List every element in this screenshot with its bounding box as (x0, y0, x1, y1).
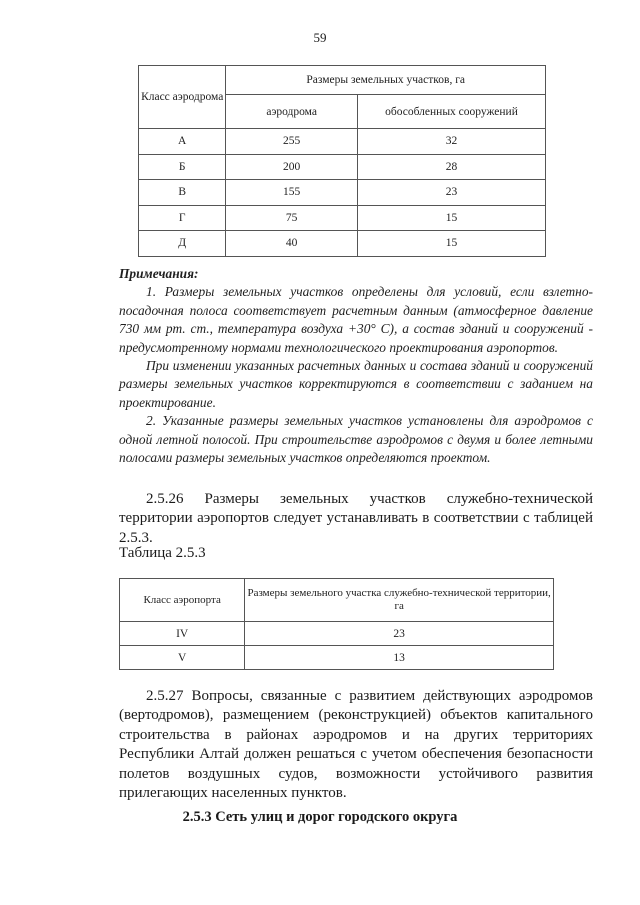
subheader-separate: обособленных сооружений (357, 95, 545, 129)
note-paragraph-3: 2. Указанные размеры земельных участков установлены для аэродромов с одной летной полосой. При строительстве аэродромов с двумя и более летными полосами размеры земельных участков определяются проектом. (119, 413, 593, 466)
table-row (139, 129, 546, 155)
cell-class: Г (139, 205, 226, 231)
note-paragraph-2: При изменении указанных расчетных данных и состава зданий и сооружений размеры земельных участков корректируются в соответствии с заданием на проектирование. (119, 358, 593, 410)
paragraph-2-5-26: 2.5.26 Размеры земельных участков служебно-технической территории аэропортов следует устанавливать в соответствии с таблицей 2.5.3. (119, 491, 593, 546)
cell-separate: 28 (357, 154, 545, 180)
table-row (139, 180, 546, 206)
paragraph-2-5-27: 2.5.27 Вопросы, связанные с развитием действующих аэродромов (вертодромов), размещением (реконструкцией) объектов капитального строительства в районах аэродромов и на других территориях Республики Алтай должен решаться с учетом обеспечения безопасности полетов воздушных судов, возможности устойчивого развития прилегающих населенных пунктов. (119, 688, 593, 802)
page-number: 59 (313, 30, 327, 45)
airfield-land-size-table (138, 65, 546, 257)
header-land-size: Размеры земельного участка служебно-технической территории, га (245, 579, 554, 622)
table-row (120, 622, 554, 646)
subheader-airfield: аэродрома (226, 95, 358, 129)
cell-class: IV (120, 622, 245, 646)
table-row (139, 205, 546, 231)
cell-separate: 15 (357, 231, 545, 257)
cell-class: В (139, 180, 226, 206)
cell-airfield: 75 (226, 205, 358, 231)
cell-class: Д (139, 231, 226, 257)
section-heading: 2.5.3 Сеть улиц и дорог городского округа (182, 809, 458, 825)
cell-airfield: 255 (226, 129, 358, 155)
cell-separate: 32 (357, 129, 545, 155)
note-paragraph-1: 1. Размеры земельных участков определены для условий, если взлетно-посадочная полоса соответствует расчетным данным (атмосферное давление 730 мм рт. ст., температура воздуха +30° С), а состав зданий и сооружений - предусмотренному нормами технологического проектирования аэропортов. (119, 284, 593, 355)
table-row (120, 646, 554, 670)
header-airport-class: Класс аэропорта (120, 579, 245, 622)
header-sizes: Размеры земельных участков, га (226, 66, 546, 95)
cell-separate: 15 (357, 205, 545, 231)
cell-separate: 23 (357, 180, 545, 206)
cell-class: V (120, 646, 245, 670)
table-row (139, 231, 546, 257)
notes-title: Примечания: (119, 266, 199, 281)
notes-block (119, 265, 593, 467)
cell-airfield: 155 (226, 180, 358, 206)
service-territory-table (119, 578, 554, 670)
cell-class: А (139, 129, 226, 155)
cell-class: Б (139, 154, 226, 180)
table-row (139, 154, 546, 180)
cell-airfield: 40 (226, 231, 358, 257)
cell-value: 23 (245, 622, 554, 646)
cell-value: 13 (245, 646, 554, 670)
cell-airfield: 200 (226, 154, 358, 180)
header-class: Класс аэродрома (139, 66, 226, 129)
table-caption: Таблица 2.5.3 (119, 545, 206, 561)
